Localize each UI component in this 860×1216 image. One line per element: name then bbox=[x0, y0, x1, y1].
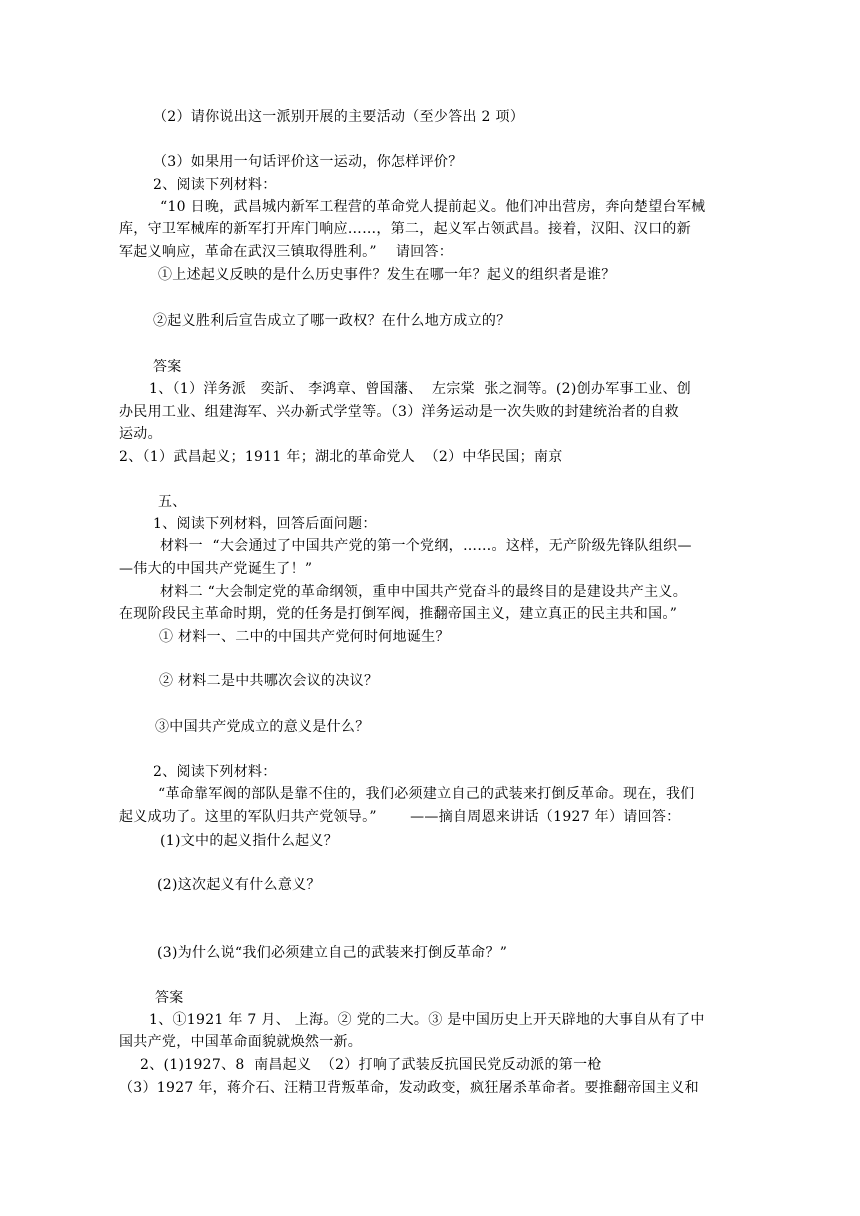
answer-text: 办民用工业、组建海军、兴办新式学堂等。（3）洋务运动是一次失败的封建统治者的自救 bbox=[119, 404, 679, 420]
question-line: (3)为什么说“我们必须建立自己的武装来打倒反革命？” bbox=[157, 945, 508, 961]
answer-text: 1、①1921 年 7 月、 上海。② 党的二大。③ 是中国历史上开天辟地的大事自从有了中 bbox=[149, 1012, 705, 1028]
answer-text: 1、（1）洋务派 奕訢、 李鸿章、曾国藩、 左宗棠 张之洞等。(2)创办军事工业、创 bbox=[149, 381, 692, 397]
question-line: （3）如果用一句话评价这一运动，你怎样评价？ bbox=[153, 154, 463, 170]
answer-heading: 答案 bbox=[153, 359, 182, 375]
question-line: ①上述起义反映的是什么历史事件？发生在哪一年？起义的组织者是谁？ bbox=[158, 267, 616, 283]
question-line: ① 材料一、二中的中国共产党何时何地诞生？ bbox=[159, 629, 450, 645]
question-line: (1)文中的起义指什么起义？ bbox=[160, 833, 339, 849]
material-text: —伟大的中国共产党诞生了！” bbox=[119, 561, 313, 577]
material-text: 材料二 “大会制定党的革命纲领，重申中国共产党奋斗的最终目的是建设共产主义。 bbox=[160, 584, 688, 600]
material-text: 材料一 “大会通过了中国共产党的第一个党纲，……。这样，无产阶级先锋队组织— bbox=[160, 538, 692, 554]
section-heading: 五、 bbox=[158, 494, 187, 510]
answer-heading: 答案 bbox=[155, 990, 184, 1006]
answer-text: 运动。 bbox=[119, 426, 162, 442]
answer-text: 国共产党，中国革命面貌就焕然一新。 bbox=[119, 1034, 363, 1050]
material-text: 库，守卫军械库的新军打开库门响应……，第二，起义军占领武昌。接着，汉阳、汉口的新 bbox=[119, 221, 691, 237]
question-line: ② 材料二是中共哪次会议的决议？ bbox=[159, 673, 379, 689]
question-heading: 2、阅读下列材料： bbox=[153, 177, 277, 193]
material-text: 在现阶段民主革命时期，党的任务是打倒军阀，推翻帝国主义，建立真正的民主共和国。” bbox=[119, 606, 678, 622]
question-heading: 1、阅读下列材料，回答后面问题： bbox=[153, 516, 377, 532]
question-line: （2）请你说出这一派别开展的主要活动（至少答出 2 项） bbox=[153, 109, 525, 125]
material-text: “10 日晚，武昌城内新军工程营的革命党人提前起义。他们冲出营房，奔向楚望台军械 bbox=[160, 199, 706, 215]
answer-text: 2、(1)1927、8 南昌起义 （2）打响了武装反抗国民党反动派的第一枪 bbox=[140, 1057, 602, 1073]
answer-text: 2、（1）武昌起义；1911 年；湖北的革命党人 （2）中华民国；南京 bbox=[119, 449, 563, 465]
answer-text: （3）1927 年，蒋介石、汪精卫背叛革命，发动政变，疯狂屠杀革命者。要推翻帝国主义和 bbox=[119, 1080, 699, 1096]
material-text: “革命靠军阀的部队是靠不住的，我们必须建立自己的武装来打倒反革命。现在，我们 bbox=[158, 786, 695, 802]
question-line: ③中国共产党成立的意义是什么？ bbox=[155, 719, 370, 735]
question-line: ②起义胜利后宣告成立了哪一政权？在什么地方成立的？ bbox=[153, 313, 511, 329]
material-text: 军起义响应，革命在武汉三镇取得胜利。” 请回答： bbox=[119, 244, 454, 260]
question-heading: 2、阅读下列材料： bbox=[153, 764, 277, 780]
material-text: 起义成功了。这里的军队归共产党领导。” ——摘自周恩来讲话（1927 年）请回答： bbox=[119, 809, 681, 825]
question-line: (2)这次起义有什么意义？ bbox=[157, 877, 321, 893]
